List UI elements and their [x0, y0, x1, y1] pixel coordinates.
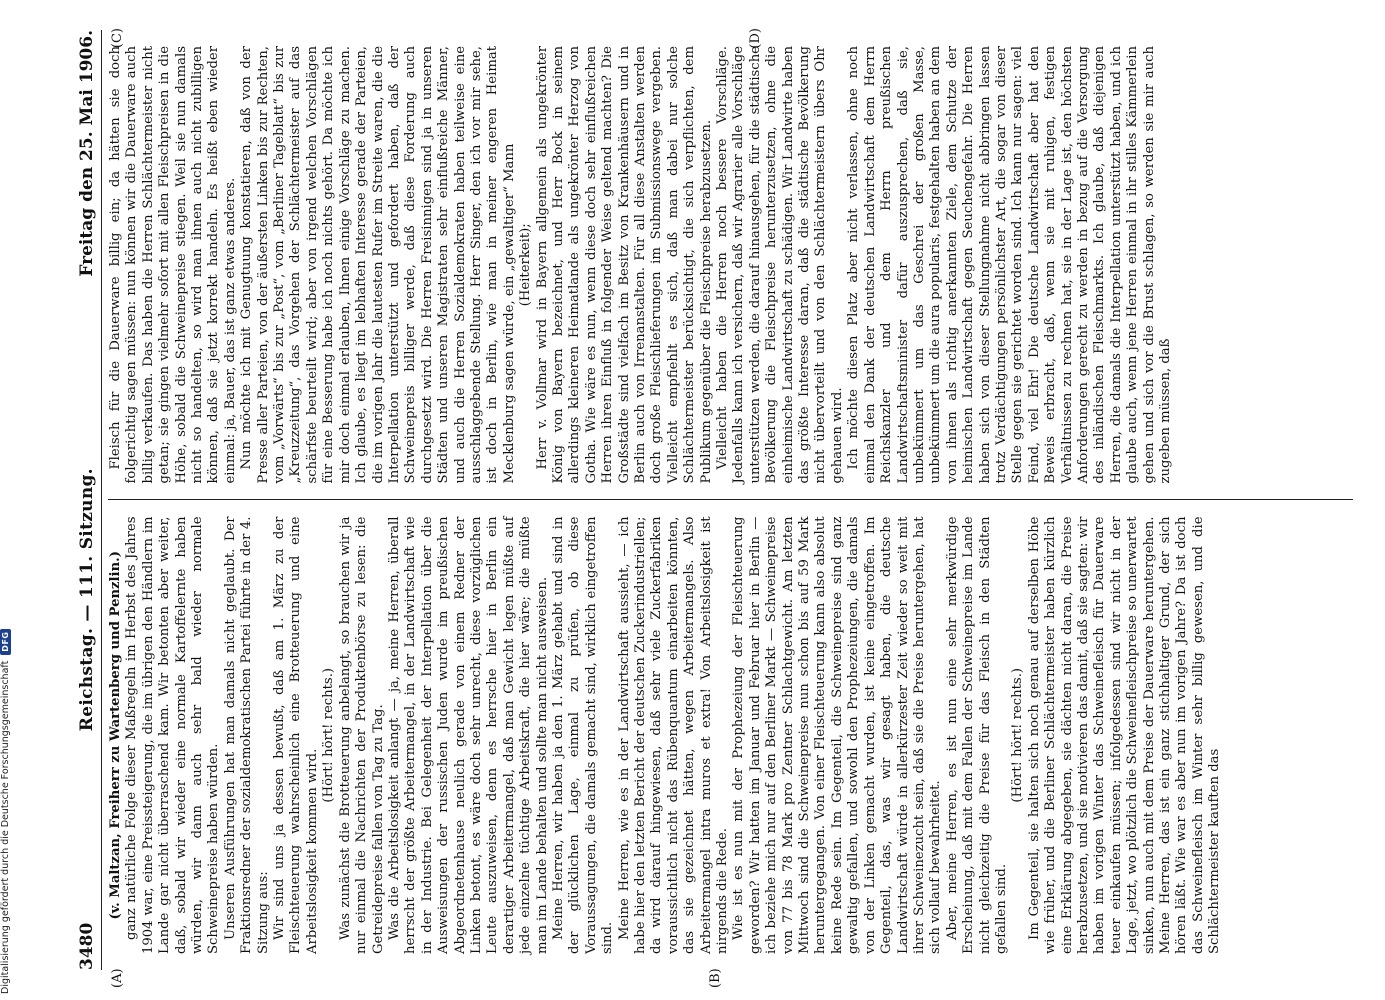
paragraph: Im Gegenteil, sie halten sich noch genau auf derselben Höhe wie früher, und die Berliner Schlächtermeister haben kürzlich eine Erklärung abgegeben, sie dächten nicht daran, die Preise herabzusetzen, und sie motivieren das damit, daß sie sagten: wir haben im vorigen Winter das Schweinefleisch für Dauerware teuer einkaufen müssen; infolgedessen sind wir nicht in der Lage, jetzt, wo plötzlich die Schweinefleischpreise so unerwartet sinken, nun auch mit dem Preise der Dauerware heruntergehen. Meine Herren, das ist ein ganz stichhaltiger Grund, der sich hören läßt. Wie war es aber nun im vorigen Jahre? Da ist doch das Schweinefleisch im Winter sehr billig gewesen, und die Schlächtermeister kauften das — [1026, 516, 1223, 954]
paragraph: (Hört! hört! rechts.) — [321, 667, 337, 803]
marker-c: (C) — [110, 28, 125, 49]
left-column — [108, 501, 1353, 988]
paragraph: (Heiterkeit); — [518, 223, 534, 307]
speaker-line: (v. Maltzan, Freiherr zu Wartenberg und Penzlin.) — [108, 551, 123, 920]
right-paragraphs — [108, 46, 1174, 484]
paragraph: Meine Herren, wie es in der Landwirtschaft aussieht, — ich habe hier den letzten Bericht der deutschen Zuckerindustriellen; da wird darauf hingewiesen, daß sehr viele Zuckerfabriken voraussichtlich nicht das Rübenquantum einarbeiten könnten, das sie gezeichnet hätten, wegen Arbeitermangels. Also Arbeitermangel intra muros et extra! Von Arbeitslosigkeit ist nirgends die Rede. — [616, 516, 731, 954]
paragraph: Was zunächst die Brotteuerung anbelangt, so brauchen wir ja nur einmal die Nachrichten der Produktenbörse zu lesen: die Getreidepreise fallen von Tag zu Tag. — [337, 516, 386, 954]
left-paragraphs — [124, 517, 1223, 955]
page-number: 3480 — [77, 922, 97, 970]
right-column — [108, 30, 1353, 501]
marker-d: (D) — [748, 28, 763, 49]
marker-a: (A) — [110, 968, 125, 988]
paragraph: Fleisch für die Dauerware billig ein; da hätten sie doch folgerichtig sagen müssen: nun können wir die Dauerware auch billig verkaufen. Das haben die Herren Schlächtermeister nicht getan; sie gingen vielmehr sofort mit allen Fleischpreisen in die Höhe, sobald die Schweinepreise stiegen. Weil sie nun damals nicht so handelten, so wird man ihnen auch nicht zubilligen können, daß sie jetzt korrekt handeln. Es heißt eben wieder einmal: ja, Bauer, das ist ganz etwas anderes. — [108, 46, 238, 484]
dfg-logo: DFG — [0, 629, 11, 655]
attribution-text: Digitalisierung gefördert durch die Deutsche Forschungsgemeinschaft — [0, 660, 11, 994]
paragraph: Was die Arbeitslosigkeit anlangt — ja, meine Herren, überall herrscht der größte Arbeitermangel, in der Landwirtschaft wie in der Industrie. Bei Gelegenheit der Interpellation über die Ausweisungen der russischen Juden wurde im preußischen Abgeordnetenhause neulich gerade von einem Redner der Linken betont, es wäre doch sehr unrecht, diese vorzüglichen Leute auszuweisen, denn es herrsche hier in Berlin ein derartiger Arbeitermangel, daß man Gewicht legen müßte auf jede einzelne tüchtige Arbeitskraft, die hier wäre; die müßte man im Lande behalten und sollte man nicht ausweisen. — [386, 516, 550, 954]
session-date: Freitag den 25. Mai 1906. — [77, 30, 97, 277]
paragraph: ganz natürliche Folge dieser Maßregeln im Herbst des Jahres 1904 war, eine Preissteigerung, die im übrigen den Händlern im Lande gar nicht überraschend kam. Wir betonten aber weiter, daß, sobald wir wieder eine normale Kartoffelernte haben würden, wir dann auch sehr bald wieder normale Schweinepreise haben würden. — [124, 516, 222, 954]
paragraph: Herr v. Vollmar wird in Bayern allgemein als ungekrönter König von Bayern bezeichnet, und Herr Bock in seinem allerdings kleineren Heimatlande als ungekrönter Herzog von Gotha. Wie wäre es nun, wenn diese doch sehr einflußreichen Herren ihren Einfluß in folgender Weise geltend machten? Die Großstädte sind vielfach im Besitz von Krankenhäusern und in Berlin auch von Irrenanstalten. Für all diese Anstalten werden doch große Fleischlieferungen im Submissionswege vergeben. Vielleicht empfiehlt es sich, daß man dabei nur solche Schlächtermeister berücksichtigt, die sich verpflichten, dem Publikum gegenüber die Fleischpreise herabzusetzen. — [534, 46, 714, 484]
paragraph: Aber, meine Herren, es ist nun eine sehr merkwürdige Erscheinung, daß mit dem Fallen der Schweinepreise im Lande nicht gleichzeitig die Preise für das Fleisch in den Städten gefallen sind. — [944, 516, 1009, 954]
document-page — [55, 0, 1385, 1000]
page-header — [77, 30, 102, 970]
paragraph: Meine Herren, wir haben ja den 1. März gehabt und sind in der glücklichen Lage, einmal zu prüfen, ob diese Voraussagungen, die damals gemacht sind, wirklich eingetroffen sind. — [550, 516, 616, 954]
paragraph: Wie ist es nun mit der Prophezeiung der Fleischteuerung geworden? Wir hatten im Januar und Februar hier in Berlin — ich beziehe mich nur auf den Berliner Markt — Schweinepreise von 77 bis 78 Mark pro Zentner Schlachtgewicht. Am letzten Mittwoch sind die Schweinepreise nun schon bis auf 59 Mark heruntergegangen. Von einer Fleischteuerung kann also absolut keine Rede sein. Im Gegenteil, die Schweinepreise sind ganz gewaltig gefallen, und sowohl den Prophezeiungen, die damals von der Linken gemacht wurden, ist keine eingetroffen. Im Gegenteil, das, was wir gesagt haben, die deutsche Landwirtschaft würde in allerkürzester Zeit wieder so weit mit ihrer Schweinezucht sein, daß sie die Preise heruntergehen, hat sich vollauf bewahrheitet. — [731, 516, 944, 954]
session-title: Reichstag. — 111. Sitzung. — [77, 468, 97, 732]
attribution-strip — [0, 0, 14, 1000]
paragraph: (Hört! hört! rechts.) — [1010, 667, 1026, 803]
marker-b: (B) — [708, 968, 723, 988]
paragraph: Ich möchte diesen Platz aber nicht verlassen, ohne noch einmal den Dank der deutschen Landwirtschaft dem Herrn Reichskanzler und dem Herrn preußischen Landwirtschaftsminister dafür auszusprechen, daß sie, unbekümmert um das Geschrei der großen Masse, unbekümmert um die aura popularis, festgehalten haben an dem von ihnen als richtig anerkannten Ziele, dem Schutze der heimischen Landwirtschaft gegen Seuchengefahr. Die Herren haben sich von dieser Stellungnahme nicht abbringen lassen trotz Verdächtigungen persönlichster Art, die sogar von dieser Stelle gegen sie gerichtet worden sind. Ich kann nur sagen: viel Feind, viel Ehr! Die deutsche Landwirtschaft aber hat den Beweis erbracht, daß, wenn sie mit ruhigen, festigen Verhältnissen zu rechnen hat, sie in der Lage ist, den höchsten Anforderungen gerecht zu werden in bezug auf die Versorgung des inländischen Fleischmarkts. Ich glaube, daß diejenigen Herren, die damals die Interpellation unterstützt haben, und ich glaube auch, wenn jene Herren einmal in ihr stilles Kämmerlein gehen und sich vor die Brust schlagen, so werden sie mir auch zugeben müssen, daß — [846, 46, 1173, 484]
document-page-wrapper — [55, 0, 1385, 1000]
paragraph: Wir sind uns ja dessen bewußt, daß am 1. März zu der Fleischteuerung wahrscheinlich eine Brotteuerung und eine Arbeitslosigkeit kommen wird. — [272, 516, 320, 954]
paragraph: Vielleicht haben die Herren noch bessere Vorschläge. Jedenfalls kann ich versichern, daß wir Agrarier alle Vorschläge unterstützen werden, die darauf hinausgehen, für die städtische Bevölkerung die Fleischpreise herunterzusetzen, ohne die einheimische Landwirtschaft zu schädigen. Wir Landwirte haben das größte Interesse daran, daß die städtische Bevölkerung nicht übervorteilt und von den Schlächtermeistern übers Ohr gehauen wird. — [715, 46, 845, 484]
paragraph: Nun möchte ich mit Genugtuung konstatieren, daß von der Presse aller Parteien, von der äußersten Linken bis zur Rechten, vom „Vorwärts“ bis zur „Post“, vom „Berliner Tageblatt“ bis zur „Kreuzzeitung“, das Vorgehen der Schlächtermeister auf das schärfste beurteilt wird; aber von irgend welchen Vorschlägen für eine Besserung habe ich noch nichts gehört. Da möchte ich mir doch einmal erlauben, Ihnen einige Vorschläge zu machen. Ich glaube, es liegt im lebhaften Interesse gerade der Parteien, die im vorigen Jahr die lautesten Rufer im Streite waren, die die Interpellation unterstützt und gefordert haben, daß der Schweinepreis billiger werde, daß diese Forderung auch durchgesetzt wird. Die Herren Freisinnigen sind ja in unseren Städten und unseren Magistraten sehr einflußreiche Männer, und auch die Herren Sozialdemokraten haben teilweise eine ausschlaggebende Stellung. Herr Singer, den ich vor mir sehe, ist doch in Berlin, wie man in meiner engeren Heimat Mecklenburg sagen würde, ein „gewaltiger“ Mann — [239, 46, 517, 484]
text-columns — [108, 28, 1353, 988]
paragraph: Unseren Ausführungen hat man damals nicht geglaubt. Der Fraktionsredner der sozialdemokratischen Partei führte in der 4. Sitzung aus: — [222, 516, 271, 954]
